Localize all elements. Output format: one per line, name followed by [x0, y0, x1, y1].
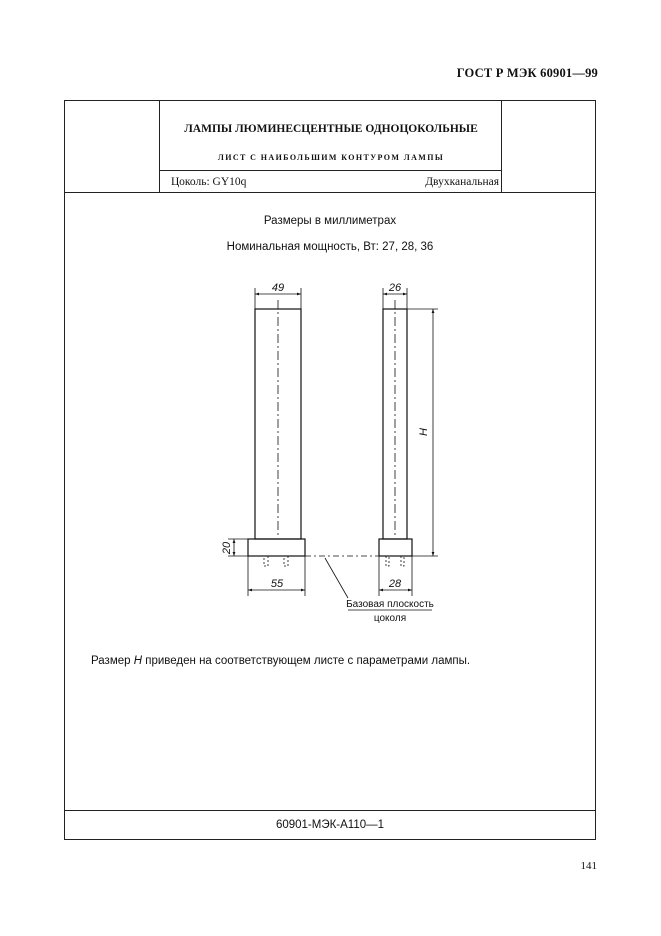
note-text-start: Размер [91, 655, 134, 667]
dim-20-label: 20 [221, 541, 233, 555]
reference-plane-label-line2: цоколя [373, 613, 407, 624]
rated-power: Номинальная мощность, Вт: 27, 28, 36 [226, 241, 434, 253]
sheet-subtitle: ЛИСТ С НАИБОЛЬШИМ КОНТУРОМ ЛАМПЫ [217, 153, 445, 162]
front-pin-right [284, 556, 288, 566]
dim-49-label: 49 [271, 282, 285, 294]
dim-h-label: H [418, 428, 430, 436]
side-cap [379, 539, 412, 556]
page-number: 141 [580, 860, 597, 872]
dim-28-label: 28 [388, 578, 402, 590]
sheet-code: 60901-МЭК-А110—1 [275, 819, 385, 831]
reference-plane-leader [325, 558, 348, 598]
base-type-label: Цоколь: GY10q [171, 176, 247, 188]
note-variable: H [133, 655, 143, 667]
note-text-end: приведен на соответствующем листе с параметрами лампы. [142, 655, 471, 667]
front-pin-left [264, 556, 268, 566]
front-cap [248, 539, 305, 556]
dim-26-label: 26 [388, 282, 402, 294]
channel-type-label: Двухканальная [425, 176, 499, 188]
side-pin-right [401, 556, 404, 566]
reference-plane-label-line1: Базовая плоскость [346, 599, 434, 610]
dim-55-label: 55 [270, 578, 284, 590]
standard-code: ГОСТ Р МЭК 60901—99 [456, 66, 598, 80]
sheet-title: ЛАМПЫ ЛЮМИНЕСЦЕНТНЫЕ ОДНОЦОКОЛЬНЫЕ [184, 123, 478, 135]
side-pin-left [386, 556, 389, 566]
units-note: Размеры в миллиметрах [263, 215, 397, 227]
